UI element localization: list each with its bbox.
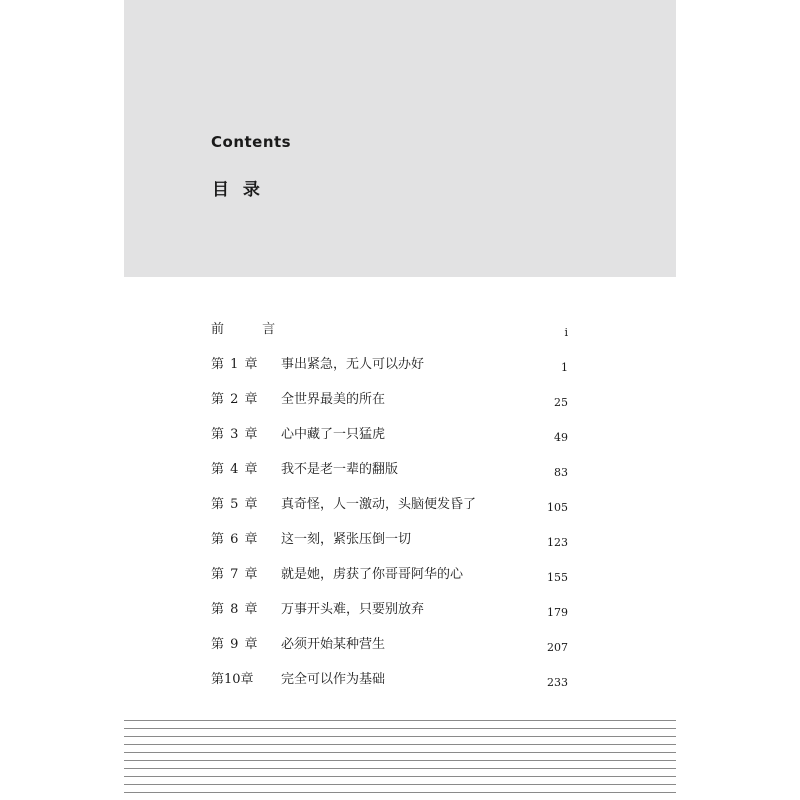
toc-chapter-title: 完全可以作为基础	[281, 672, 386, 687]
toc-page-number: i	[564, 326, 568, 339]
toc-row-chapter-10[interactable]	[124, 668, 676, 698]
decorative-rules	[124, 720, 676, 800]
toc-row-chapter-8[interactable]	[124, 598, 676, 628]
rule-line	[124, 792, 676, 793]
toc-chapter-label: 第 1 章	[211, 357, 258, 372]
toc-row-chapter-7[interactable]	[124, 563, 676, 593]
contents-title-en: Contents	[211, 133, 292, 151]
rule-line	[124, 744, 676, 745]
toc-chapter-label: 第 2 章	[211, 392, 258, 407]
toc-chapter-label: 第10章	[211, 672, 254, 687]
toc-page-number: 105	[547, 501, 568, 514]
toc-page-number: 123	[547, 536, 568, 549]
toc-chapter-label: 第 6 章	[211, 532, 258, 547]
toc-chapter-title: 真奇怪，人一激动，头脑便发昏了	[281, 497, 477, 512]
toc-row-chapter-4[interactable]	[124, 458, 676, 488]
toc-page-number: 179	[547, 606, 568, 619]
toc-row-chapter-5[interactable]	[124, 493, 676, 523]
toc-row-preface[interactable]	[124, 318, 676, 348]
toc-row-chapter-2[interactable]	[124, 388, 676, 418]
toc-chapter-label: 第 9 章	[211, 637, 258, 652]
rule-line	[124, 776, 676, 777]
rule-line	[124, 760, 676, 761]
toc-chapter-title: 全世界最美的所在	[281, 392, 386, 407]
rule-line	[124, 720, 676, 721]
rule-line	[124, 728, 676, 729]
toc-chapter-label: 第 8 章	[211, 602, 258, 617]
toc-page-number: 155	[547, 571, 568, 584]
toc-row-chapter-9[interactable]	[124, 633, 676, 663]
toc-page-number: 83	[554, 466, 568, 479]
toc-row-chapter-3[interactable]	[124, 423, 676, 453]
toc-chapter-label: 第 3 章	[211, 427, 258, 442]
rule-line	[124, 736, 676, 737]
toc-chapter-title: 事出紧急，无人可以办好	[281, 357, 425, 372]
rule-line	[124, 768, 676, 769]
toc-chapter-title: 这一刻，紧张压倒一切	[281, 532, 412, 547]
toc-chapter-title: 我不是老一辈的翻版	[281, 462, 399, 477]
toc-chapter-label: 第 7 章	[211, 567, 258, 582]
contents-title-zh: 目 录	[212, 180, 264, 200]
toc-chapter-title: 就是她，虏获了你哥哥阿华的心	[281, 567, 464, 582]
toc-page-number: 25	[554, 396, 568, 409]
book-page	[124, 0, 676, 800]
toc-chapter-title: 万事开头难，只要别放弃	[281, 602, 425, 617]
toc-chapter-label: 第 4 章	[211, 462, 258, 477]
toc-chapter-label: 前 言	[211, 322, 292, 337]
toc-page-number: 207	[547, 641, 568, 654]
toc-row-chapter-1[interactable]	[124, 353, 676, 383]
toc-page-number: 49	[554, 431, 568, 444]
toc-chapter-title: 心中藏了一只猛虎	[281, 427, 386, 442]
table-of-contents	[124, 0, 676, 700]
toc-chapter-label: 第 5 章	[211, 497, 258, 512]
toc-page-number: 233	[547, 676, 568, 689]
rule-line	[124, 784, 676, 785]
toc-chapter-title: 必须开始某种营生	[281, 637, 386, 652]
toc-row-chapter-6[interactable]	[124, 528, 676, 558]
rule-line	[124, 752, 676, 753]
toc-page-number: 1	[561, 361, 568, 374]
